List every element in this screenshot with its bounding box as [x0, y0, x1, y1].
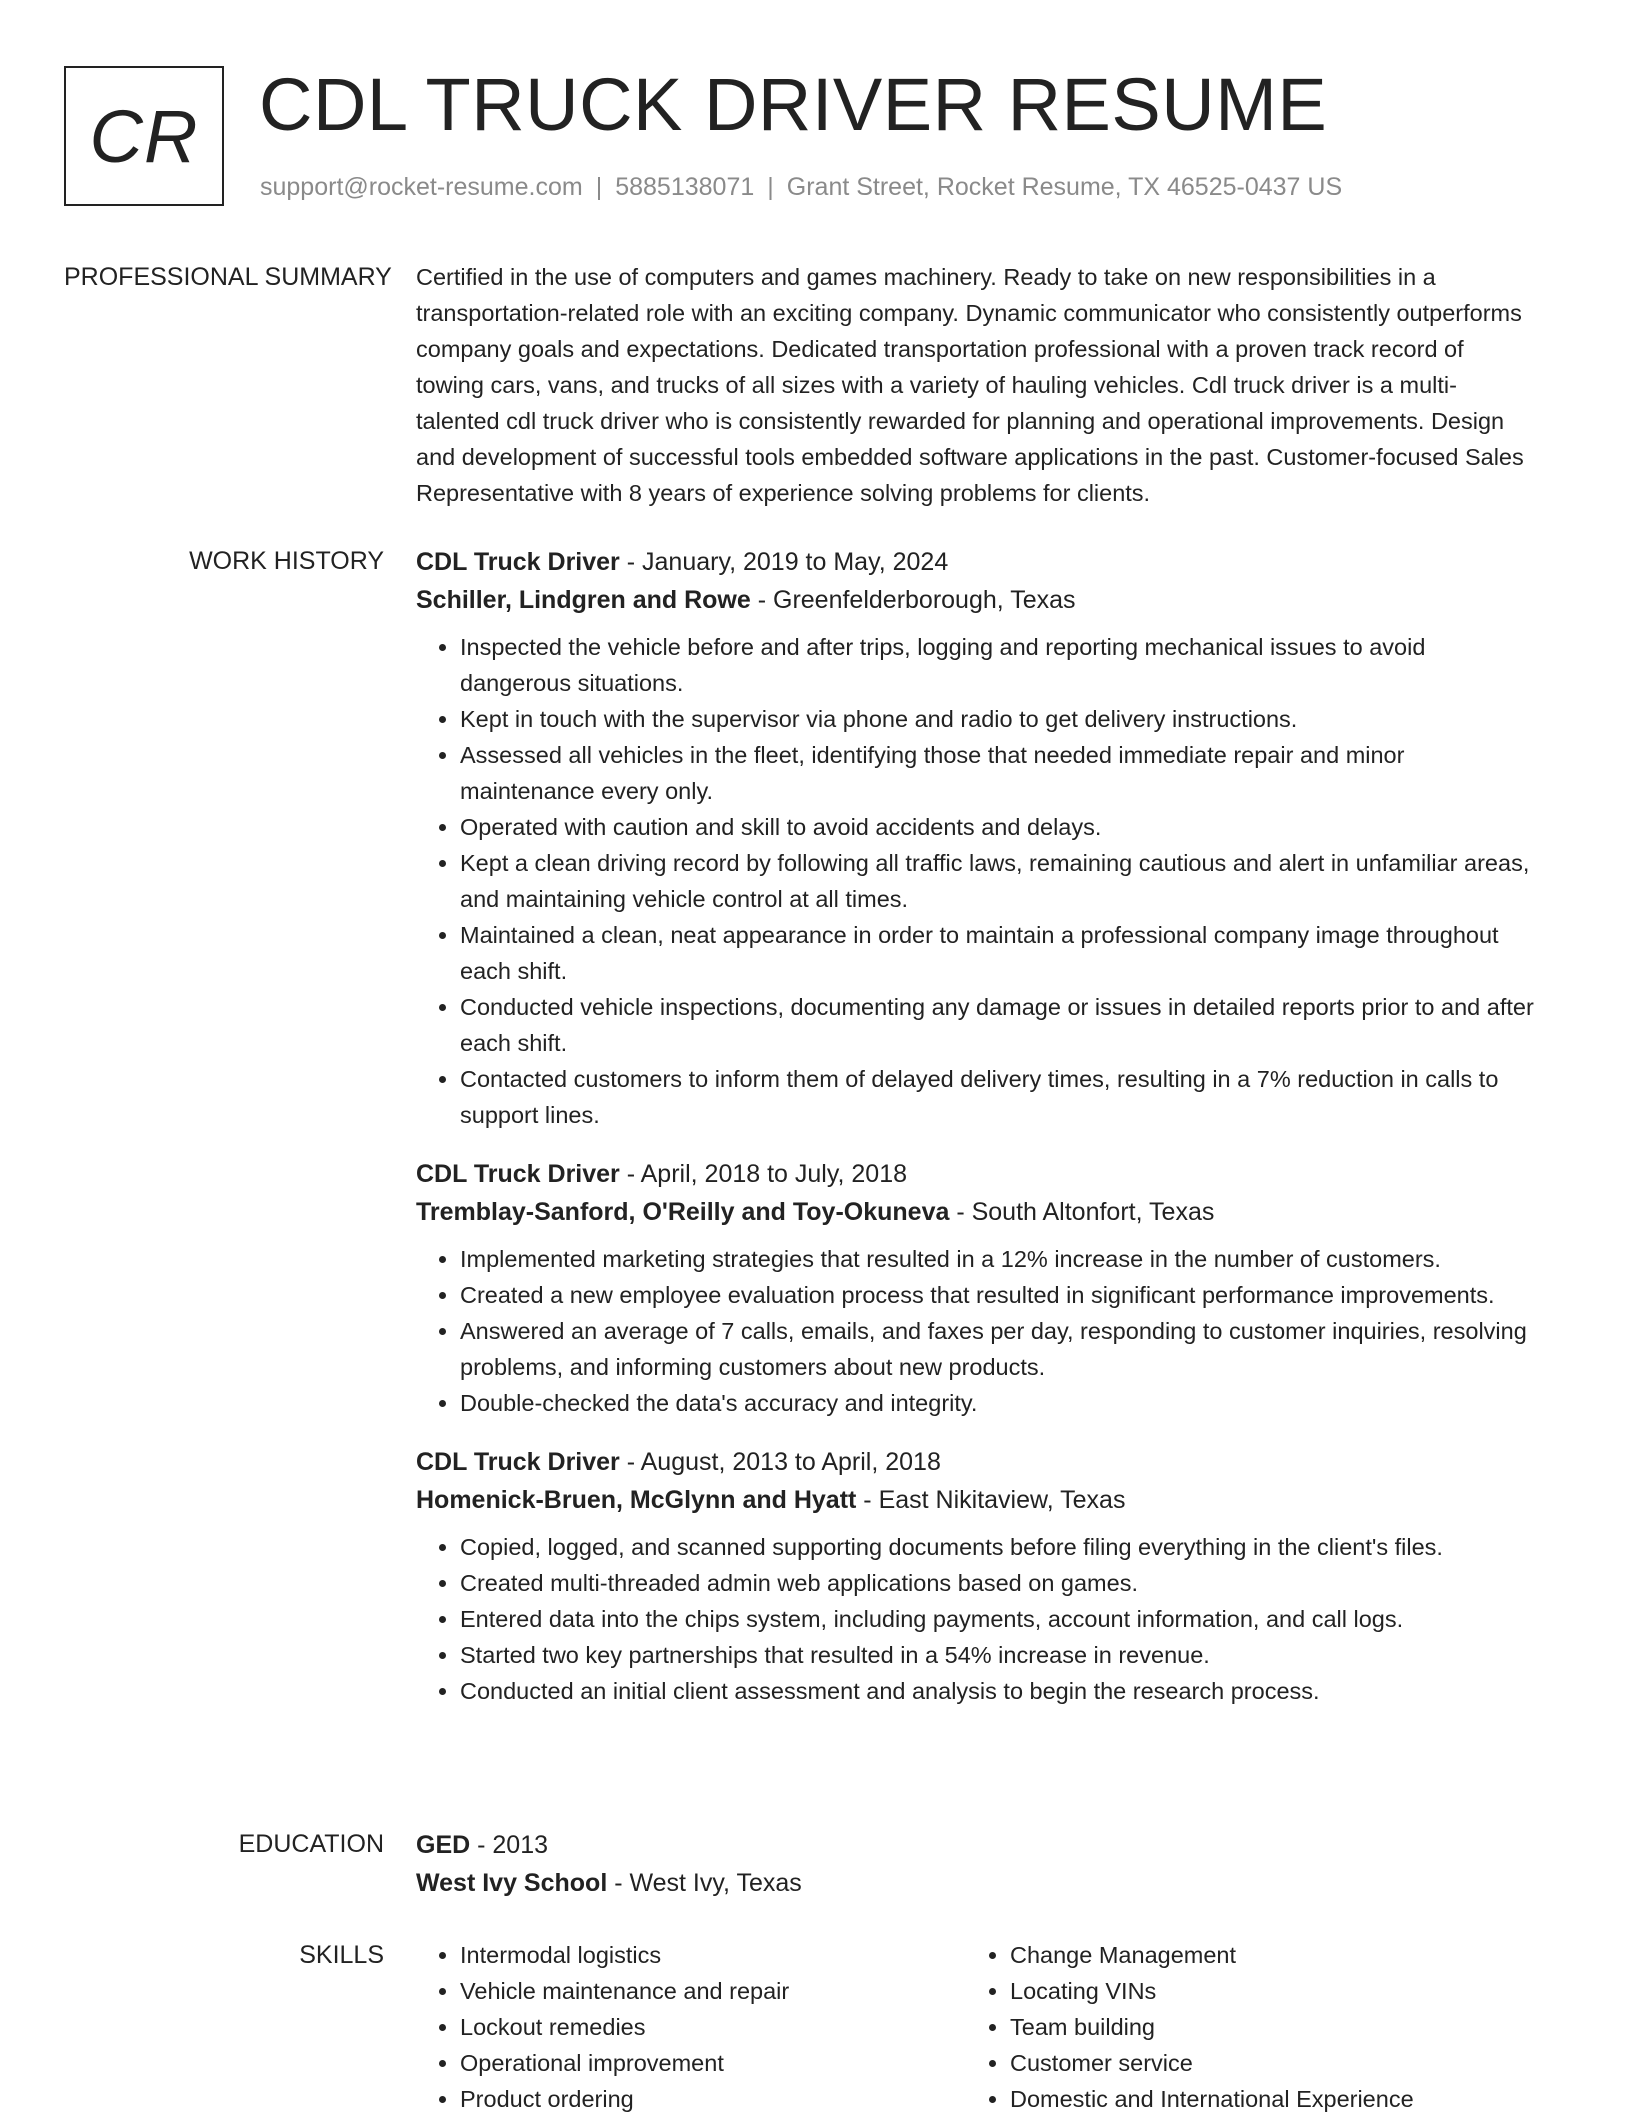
- education-location: - West Ivy, Texas: [607, 1869, 802, 1897]
- job-dates: - August, 2013 to April, 2018: [619, 1448, 941, 1476]
- education-section: [64, 1826, 1568, 1902]
- job-bullet: • Kept in touch with the supervisor via phone and radio to get delivery instructions.: [460, 701, 1536, 737]
- monogram-logo: CR: [64, 66, 224, 206]
- job-bullet: • Kept a clean driving record by following all traffic laws, remaining cautious and alert in unfamiliar areas, and maintaining vehicle control at all times.: [460, 845, 1536, 917]
- job-bullet: • Inspected the vehicle before and after trips, logging and reporting mechanical issues to avoid dangerous situations.: [460, 629, 1536, 701]
- education-year: - 2013: [470, 1831, 549, 1859]
- job-title: CDL Truck Driver: [416, 1448, 620, 1476]
- job-bullet: • Answered an average of 7 calls, emails, and faxes per day, responding to customer inquiries, resolving problems, and informing customers about new products.: [460, 1313, 1536, 1385]
- job-bullet: • Conducted vehicle inspections, documenting any damage or issues in detailed reports prior to and after each shift.: [460, 989, 1536, 1061]
- job-bullet: • Created a new employee evaluation process that resulted in significant performance improvements.: [460, 1277, 1536, 1313]
- skill-item: • Lockout remedies: [460, 2009, 966, 2045]
- job-title-line: [416, 1443, 1536, 1481]
- skills-columns: [416, 1937, 1536, 2117]
- job-company: Homenick-Bruen, McGlynn and Hyatt: [416, 1486, 857, 1514]
- job-bullet: • Entered data into the chips system, including payments, account information, and call logs.: [460, 1601, 1536, 1637]
- contact-separator: |: [767, 173, 774, 201]
- skills-list-left: [416, 1937, 966, 2117]
- job-title-line: [416, 543, 1536, 581]
- skills-section: [64, 1937, 1568, 2117]
- job-company-line: [416, 1193, 1536, 1231]
- job-bullet: • Double-checked the data's accuracy and integrity.: [460, 1385, 1536, 1421]
- skill-item: • Customer service: [1010, 2045, 1516, 2081]
- skill-item: • Operational improvement: [460, 2045, 966, 2081]
- job-location: - South Altonfort, Texas: [949, 1198, 1215, 1226]
- contact-phone: 5885138071: [615, 173, 755, 201]
- job-company-line: [416, 1481, 1536, 1519]
- job-title: CDL Truck Driver: [416, 548, 620, 576]
- job-bullet: • Started two key partnerships that resulted in a 54% increase in revenue.: [460, 1637, 1536, 1673]
- skill-item: • Intermodal logistics: [460, 1937, 966, 1973]
- job-bullet: • Assessed all vehicles in the fleet, identifying those that needed immediate repair and minor maintenance every only.: [460, 737, 1536, 809]
- skill-item: • Vehicle maintenance and repair: [460, 1973, 966, 2009]
- contact-line: [260, 172, 1342, 202]
- summary-heading: PROFESSIONAL SUMMARY: [64, 263, 392, 291]
- contact-separator: |: [595, 173, 603, 201]
- skill-item: • Product ordering: [460, 2081, 966, 2117]
- job-bullets: [416, 1529, 1536, 1709]
- education-school-line: [416, 1864, 1536, 1902]
- work-history-heading: WORK HISTORY: [189, 547, 384, 575]
- skill-item: • Domestic and International Experience: [1010, 2081, 1516, 2117]
- job-bullet: • Conducted an initial client assessment and analysis to begin the research process.: [460, 1673, 1536, 1709]
- resume-header: [64, 63, 1568, 210]
- job-entry: [416, 543, 1536, 1133]
- job-company-line: [416, 581, 1536, 619]
- job-company: Tremblay-Sanford, O'Reilly and Toy-Okuneva: [416, 1198, 950, 1226]
- job-bullet: • Created multi-threaded admin web applications based on games.: [460, 1565, 1536, 1601]
- education-heading: EDUCATION: [238, 1830, 384, 1858]
- job-dates: - April, 2018 to July, 2018: [619, 1160, 908, 1188]
- job-bullet: • Contacted customers to inform them of delayed delivery times, resulting in a 7% reduction in calls to support lines.: [460, 1061, 1536, 1133]
- skills-list-right: [966, 1937, 1516, 2117]
- job-dates: - January, 2019 to May, 2024: [619, 548, 949, 576]
- work-history-section: [64, 543, 1568, 1731]
- summary-section: [64, 259, 1568, 511]
- resume-title: CDL TRUCK DRIVER RESUME: [259, 63, 1328, 146]
- job-company: Schiller, Lindgren and Rowe: [416, 586, 751, 614]
- skill-item: • Change Management: [1010, 1937, 1516, 1973]
- skill-item: • Team building: [1010, 2009, 1516, 2045]
- skill-item: • Locating VINs: [1010, 1973, 1516, 2009]
- job-title-line: [416, 1155, 1536, 1193]
- job-location: - Greenfelderborough, Texas: [750, 586, 1076, 614]
- skills-heading: SKILLS: [299, 1941, 384, 1969]
- job-bullet: • Maintained a clean, neat appearance in order to maintain a professional company image throughout each shift.: [460, 917, 1536, 989]
- education-degree: GED: [416, 1831, 471, 1859]
- education-school: West Ivy School: [416, 1869, 608, 1897]
- job-location: - East Nikitaview, Texas: [856, 1486, 1126, 1514]
- job-bullets: [416, 1241, 1536, 1421]
- job-bullet: • Copied, logged, and scanned supporting documents before filing everything in the client's files.: [460, 1529, 1536, 1565]
- job-entry: [416, 1443, 1536, 1709]
- job-title: CDL Truck Driver: [416, 1160, 620, 1188]
- contact-email: support@rocket-resume.com: [260, 173, 583, 201]
- contact-address: Grant Street, Rocket Resume, TX 46525-0437 US: [786, 173, 1343, 201]
- job-bullet: • Implemented marketing strategies that resulted in a 12% increase in the number of customers.: [460, 1241, 1536, 1277]
- job-bullet: • Operated with caution and skill to avoid accidents and delays.: [460, 809, 1536, 845]
- job-entry: [416, 1155, 1536, 1421]
- education-degree-line: [416, 1826, 1536, 1864]
- summary-text: Certified in the use of computers and games machinery. Ready to take on new responsibilities in a transportation-related role with an exciting company. Dynamic communicator who consistently outperforms company goals and expectations. Dedicated transportation professional with a proven track record of towing cars, vans, and trucks of all sizes with a variety of hauling vehicles. Cdl truck driver is a multi-talented cdl truck driver who is consistently rewarded for planning and operational improvements. Design and development of successful tools embedded software applications in the past. Customer-focused Sales Representative with 8 years of experience solving problems for clients.: [416, 264, 1524, 506]
- job-bullets: [416, 629, 1536, 1133]
